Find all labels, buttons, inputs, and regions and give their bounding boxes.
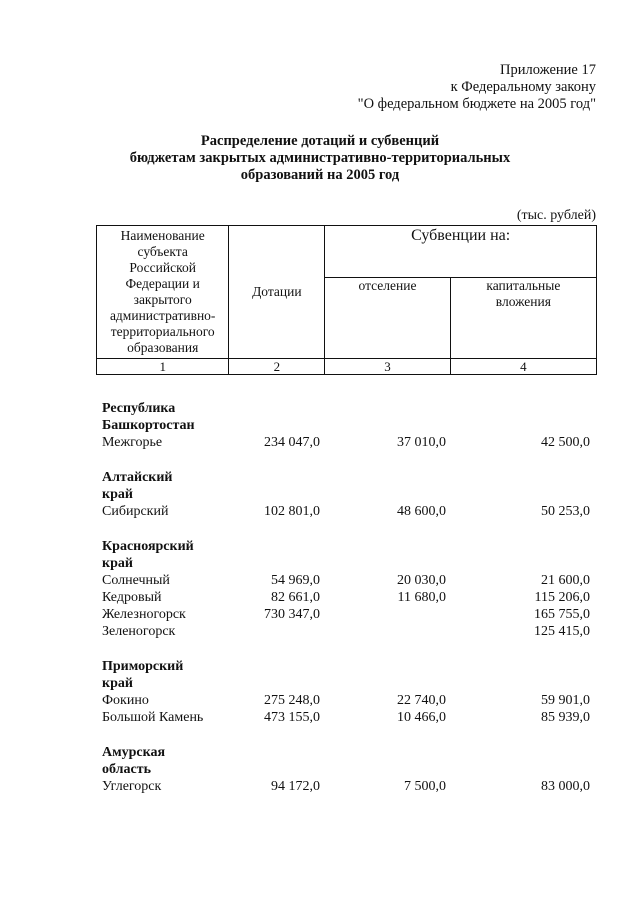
resettlement-value: 48 600,0 — [397, 504, 446, 519]
capital-value: 50 253,0 — [541, 504, 590, 519]
dotation-value: 54 969,0 — [271, 573, 320, 588]
dotation-value: 102 801,0 — [264, 504, 320, 519]
header-text: капитальные — [486, 277, 561, 293]
header-text: Федерации и — [125, 276, 200, 291]
header-text: вложения — [495, 293, 551, 309]
units-note: (тыс. рублей) — [516, 208, 596, 223]
region-name — [102, 469, 242, 503]
zato-name: Большой Камень — [102, 710, 204, 725]
column-number: 2 — [229, 359, 325, 375]
header-subventions-cell: Субвенции на: — [325, 226, 597, 278]
resettlement-value: 37 010,0 — [397, 435, 446, 450]
zato-name: Фокино — [102, 693, 149, 708]
header-resettlement-cell — [325, 277, 450, 358]
region-name — [102, 538, 242, 572]
region-name-line: край — [102, 556, 133, 571]
region-block — [102, 658, 597, 726]
region-name — [102, 658, 242, 692]
region-name-line: Красноярский — [102, 539, 194, 554]
capital-value: 125 415,0 — [534, 624, 590, 639]
resettlement-value — [320, 623, 446, 640]
header-text: образования — [127, 340, 199, 355]
table-header — [96, 225, 597, 375]
region-name-line: Башкортостан — [102, 418, 195, 433]
title-line: Распределение дотаций и субвенций — [200, 133, 440, 149]
region-name-line: Алтайский — [102, 470, 173, 485]
capital-value: 42 500,0 — [541, 435, 590, 450]
zato-name: Межгорье — [102, 435, 163, 450]
resettlement-value: 20 030,0 — [397, 573, 446, 588]
title-line: бюджетам закрытых административно-территориальных — [129, 150, 511, 166]
region-name — [102, 400, 242, 434]
capital-value: 83 000,0 — [541, 779, 590, 794]
region-name-line: край — [102, 676, 133, 691]
capital-value: 85 939,0 — [541, 710, 590, 725]
appendix-line: Приложение 17 — [500, 62, 596, 78]
region-name-line: область — [102, 762, 151, 777]
table-row — [102, 572, 597, 589]
header-dotations-cell: Дотации — [229, 226, 325, 359]
table-row — [102, 589, 597, 606]
region-name-line: Республика — [102, 401, 176, 416]
appendix-reference — [358, 62, 596, 113]
capital-value: 165 755,0 — [534, 607, 590, 622]
header-text: Наименование — [120, 228, 205, 243]
dotation-value — [226, 623, 320, 640]
column-number: 1 — [97, 359, 229, 375]
header-text: закрытого — [133, 292, 192, 307]
resettlement-value — [320, 606, 446, 623]
column-number: 3 — [325, 359, 450, 375]
dotation-value: 94 172,0 — [271, 779, 320, 794]
capital-value: 59 901,0 — [541, 693, 590, 708]
zato-name: Железногорск — [102, 607, 186, 622]
header-text: административно- — [109, 308, 216, 323]
zato-name: Сибирский — [102, 504, 169, 519]
region-name-line: край — [102, 487, 133, 502]
region-name — [102, 744, 242, 778]
region-block — [102, 744, 597, 795]
title-line: образований на 2005 год — [240, 167, 400, 183]
table-row — [102, 623, 597, 640]
dotation-value: 275 248,0 — [264, 693, 320, 708]
table-row — [102, 778, 597, 795]
table-row — [102, 692, 597, 709]
zato-name: Углегорск — [102, 779, 162, 794]
dotation-value: 234 047,0 — [264, 435, 320, 450]
column-number: 4 — [450, 359, 596, 375]
region-name-line: Приморский — [102, 659, 184, 674]
dotation-value: 730 347,0 — [264, 607, 320, 622]
region-block — [102, 400, 597, 451]
resettlement-value: 11 680,0 — [397, 590, 446, 605]
header-text: субъекта — [137, 244, 188, 259]
resettlement-value: 7 500,0 — [404, 779, 446, 794]
resettlement-value: 10 466,0 — [397, 710, 446, 725]
zato-name: Кедровый — [102, 590, 162, 605]
table-body — [102, 400, 597, 813]
table-row — [102, 503, 597, 520]
dotation-value: 82 661,0 — [271, 590, 320, 605]
header-text: Российской — [129, 260, 196, 275]
header-text: отселение — [358, 277, 417, 293]
region-block — [102, 538, 597, 640]
header-name-cell — [97, 226, 229, 359]
resettlement-value: 22 740,0 — [397, 693, 446, 708]
capital-value: 21 600,0 — [541, 573, 590, 588]
region-block — [102, 469, 597, 520]
document-title — [80, 133, 560, 184]
appendix-line: "О федеральном бюджете на 2005 год" — [357, 96, 596, 112]
table-row — [102, 434, 597, 451]
header-text: территориального — [110, 324, 215, 339]
appendix-line: к Федеральному закону — [450, 79, 596, 95]
region-name-line: Амурская — [102, 745, 166, 760]
table-row — [102, 709, 597, 726]
table-row — [102, 606, 597, 623]
capital-value: 115 206,0 — [534, 590, 590, 605]
header-capital-cell — [450, 277, 596, 358]
zato-name: Солнечный — [102, 573, 170, 588]
dotation-value: 473 155,0 — [264, 710, 320, 725]
zato-name: Зеленогорск — [102, 624, 176, 639]
